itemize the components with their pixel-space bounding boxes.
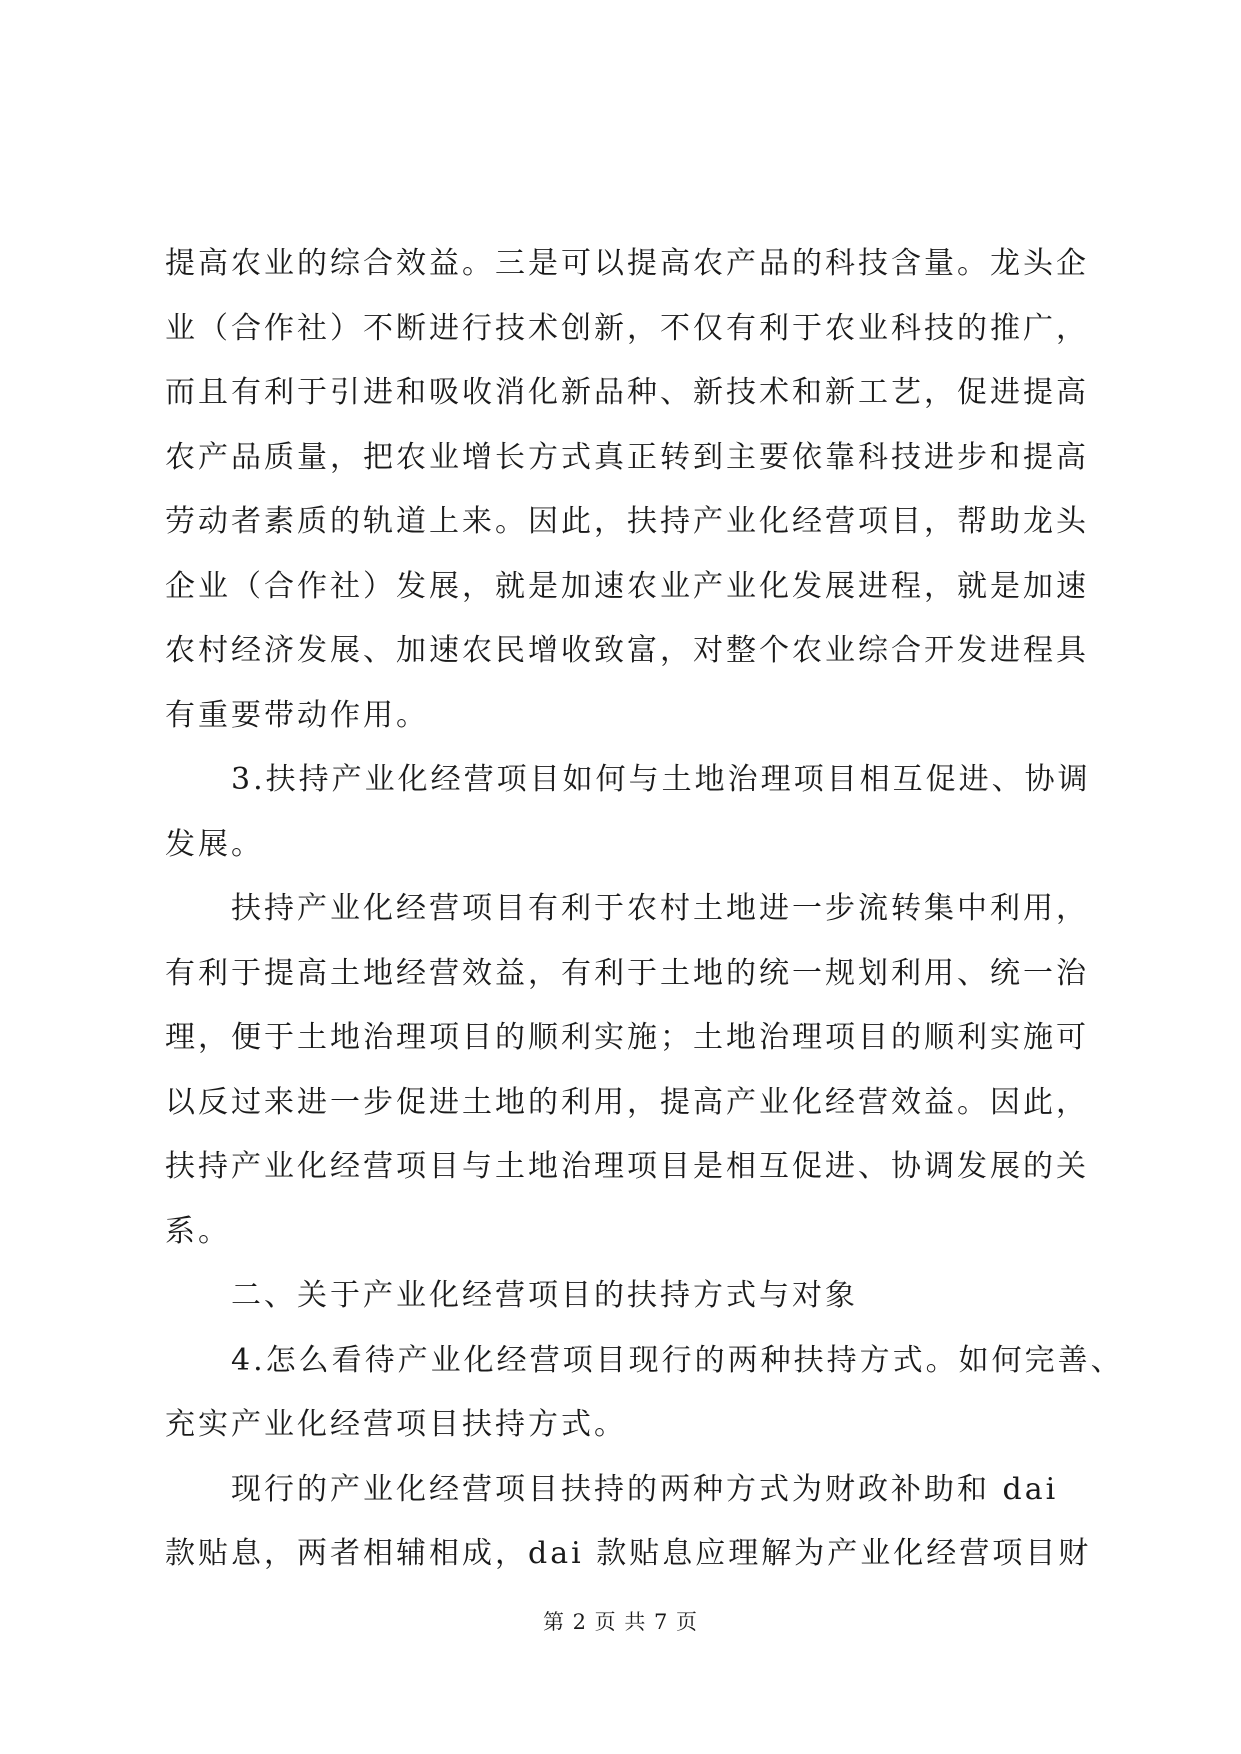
text-line: 有利于提高土地经营效益，有利于土地的统一规划利用、统一治 <box>165 955 1089 991</box>
paragraph-start: 现行的产业化经营项目扶持的两种方式为财政补助和 dai <box>231 1471 1059 1507</box>
question-heading-4: 4.怎么看待产业化经营项目现行的两种扶持方式。如何完善、 <box>231 1342 1124 1378</box>
text-line: 企业（合作社）发展，就是加速农业产业化发展进程，就是加速 <box>165 568 1089 604</box>
text-line: 而且有利于引进和吸收消化新品种、新技术和新工艺，促进提高 <box>165 375 1089 410</box>
body-text <box>165 232 1124 1587</box>
text-line: 充实产业化经营项目扶持方式。 <box>165 1407 627 1442</box>
text-line: 劳动者素质的轨道上来。因此，扶持产业化经营项目，帮助龙头 <box>165 504 1089 539</box>
text-line: 以反过来进一步促进土地的利用，提高产业化经营效益。因此， <box>165 1084 1089 1120</box>
text-line: 理，便于土地治理项目的顺利实施；土地治理项目的顺利实施可 <box>165 1020 1089 1055</box>
text-line: 农村经济发展、加速农民增收致富，对整个农业综合开发进程具 <box>165 633 1089 668</box>
text-line: 农产品质量，把农业增长方式真正转到主要依靠科技进步和提高 <box>165 439 1089 475</box>
section-heading: 二、关于产业化经营项目的扶持方式与对象 <box>231 1278 858 1313</box>
text-line: 提高农业的综合效益。三是可以提高农产品的科技含量。龙头企 <box>165 246 1089 281</box>
paragraph-start: 扶持产业化经营项目有利于农村土地进一步流转集中利用， <box>231 891 1089 926</box>
text-line: 有重要带动作用。 <box>165 697 429 733</box>
page-number-footer: 第 2 页 共 7 页 <box>542 1610 699 1634</box>
text-line: 发展。 <box>165 826 264 862</box>
question-heading-3: 3.扶持产业化经营项目如何与土地治理项目相互促进、协调 <box>231 762 1091 797</box>
text-line: 款贴息，两者相辅相成，dai 款贴息应理解为产业化经营项目财 <box>165 1536 1092 1571</box>
text-line: 系。 <box>165 1213 231 1249</box>
text-line: 业（合作社）不断进行技术创新，不仅有利于农业科技的推广， <box>165 310 1089 346</box>
text-line: 扶持产业化经营项目与土地治理项目是相互促进、协调发展的关 <box>165 1149 1089 1184</box>
